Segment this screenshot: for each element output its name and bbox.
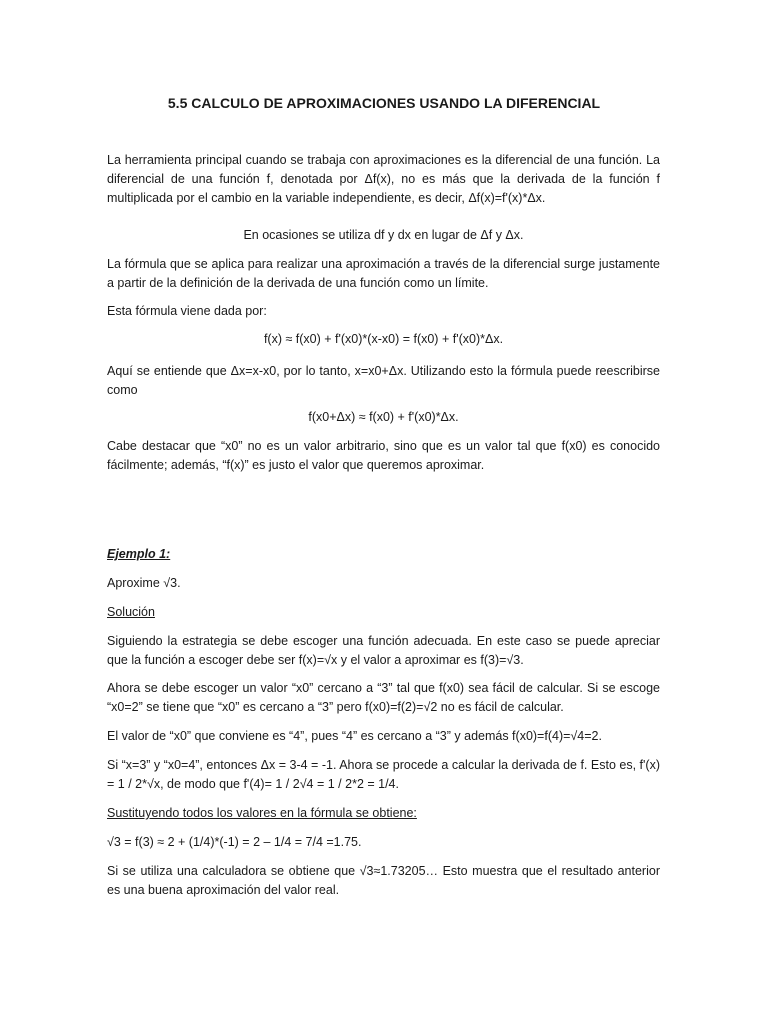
page-title: 5.5 CALCULO DE APROXIMACIONES USANDO LA DIFERENCIAL: [167, 95, 601, 111]
solution-paragraph-1: Siguiendo la estrategia se debe escoger una función adecuada. En este caso se puede apreciar que la función a escoger debe ser f(x)=√x y el valor a aproximar es f(3)=√3.: [107, 634, 660, 667]
intro-paragraph-2: En ocasiones se utiliza df y dx en lugar de Δf y Δx.: [243, 228, 524, 242]
solution-paragraph-3: El valor de “x0” que conviene es “4”, pues “4” es cercano a “3” y además f(x0)=f(4)=√4=2.: [107, 729, 602, 743]
intro-paragraph-5: Aquí se entiende que Δx=x-x0, por lo tanto, x=x0+Δx. Utilizando esto la fórmula puede reescribirse como: [107, 364, 660, 397]
formula-1: f(x) ≈ f(x0) + f'(x0)*(x-x0) = f(x0) + f'(x0)*Δx.: [263, 332, 504, 346]
solution-result: √3 = f(3) ≈ 2 + (1/4)*(-1) = 2 – 1/4 = 7/4 =1.75.: [107, 835, 362, 849]
intro-paragraph-4: Esta fórmula viene dada por:: [107, 304, 267, 318]
solution-paragraph-2: Ahora se debe escoger un valor “x0” cercano a “3” tal que f(x0) sea fácil de calcular. Si se escoge “x0=2” se tiene que “x0” es cercano a “3” pero f(x0)=f(2)=√2 no es fácil de calcular.: [107, 681, 660, 714]
solution-paragraph-4: Si “x=3” y “x0=4”, entonces Δx = 3-4 = -1. Ahora se procede a calcular la derivada de f. Esto es, f'(x) = 1 / 2*√x, de modo que f'(4)= 1 / 2√4 = 1 / 2*2 = 1/4.: [107, 758, 660, 791]
solution-paragraph-5: Sustituyendo todos los valores en la fórmula se obtiene:: [107, 806, 417, 820]
solution-paragraph-7: Si se utiliza una calculadora se obtiene que √3≈1.73205… Esto muestra que el resultado anterior es una buena aproximación del valor real.: [107, 864, 660, 897]
intro-paragraph-6: Cabe destacar que “x0” no es un valor arbitrario, sino que es un valor tal que f(x0) es conocido fácilmente; además, “f(x)” es justo el valor que queremos aproximar.: [107, 439, 660, 472]
example-heading: Ejemplo 1:: [107, 547, 171, 561]
intro-paragraph-1: La herramienta principal cuando se trabaja con aproximaciones es la diferencial de una función. La diferencial de una función f, denotada por Δf(x), no es más que la derivada de la función f multiplicada por el cambio en la variable independiente, es decir, Δf(x)=f'(x)*Δx.: [107, 153, 660, 205]
intro-paragraph-3: La fórmula que se aplica para realizar una aproximación a través de la diferencial surge justamente a partir de la definición de la derivada de una función como un límite.: [107, 257, 660, 290]
example-task: Aproxime √3.: [107, 576, 181, 590]
formula-2: f(x0+Δx) ≈ f(x0) + f'(x0)*Δx.: [308, 410, 459, 424]
solution-label: Solución: [107, 605, 155, 619]
